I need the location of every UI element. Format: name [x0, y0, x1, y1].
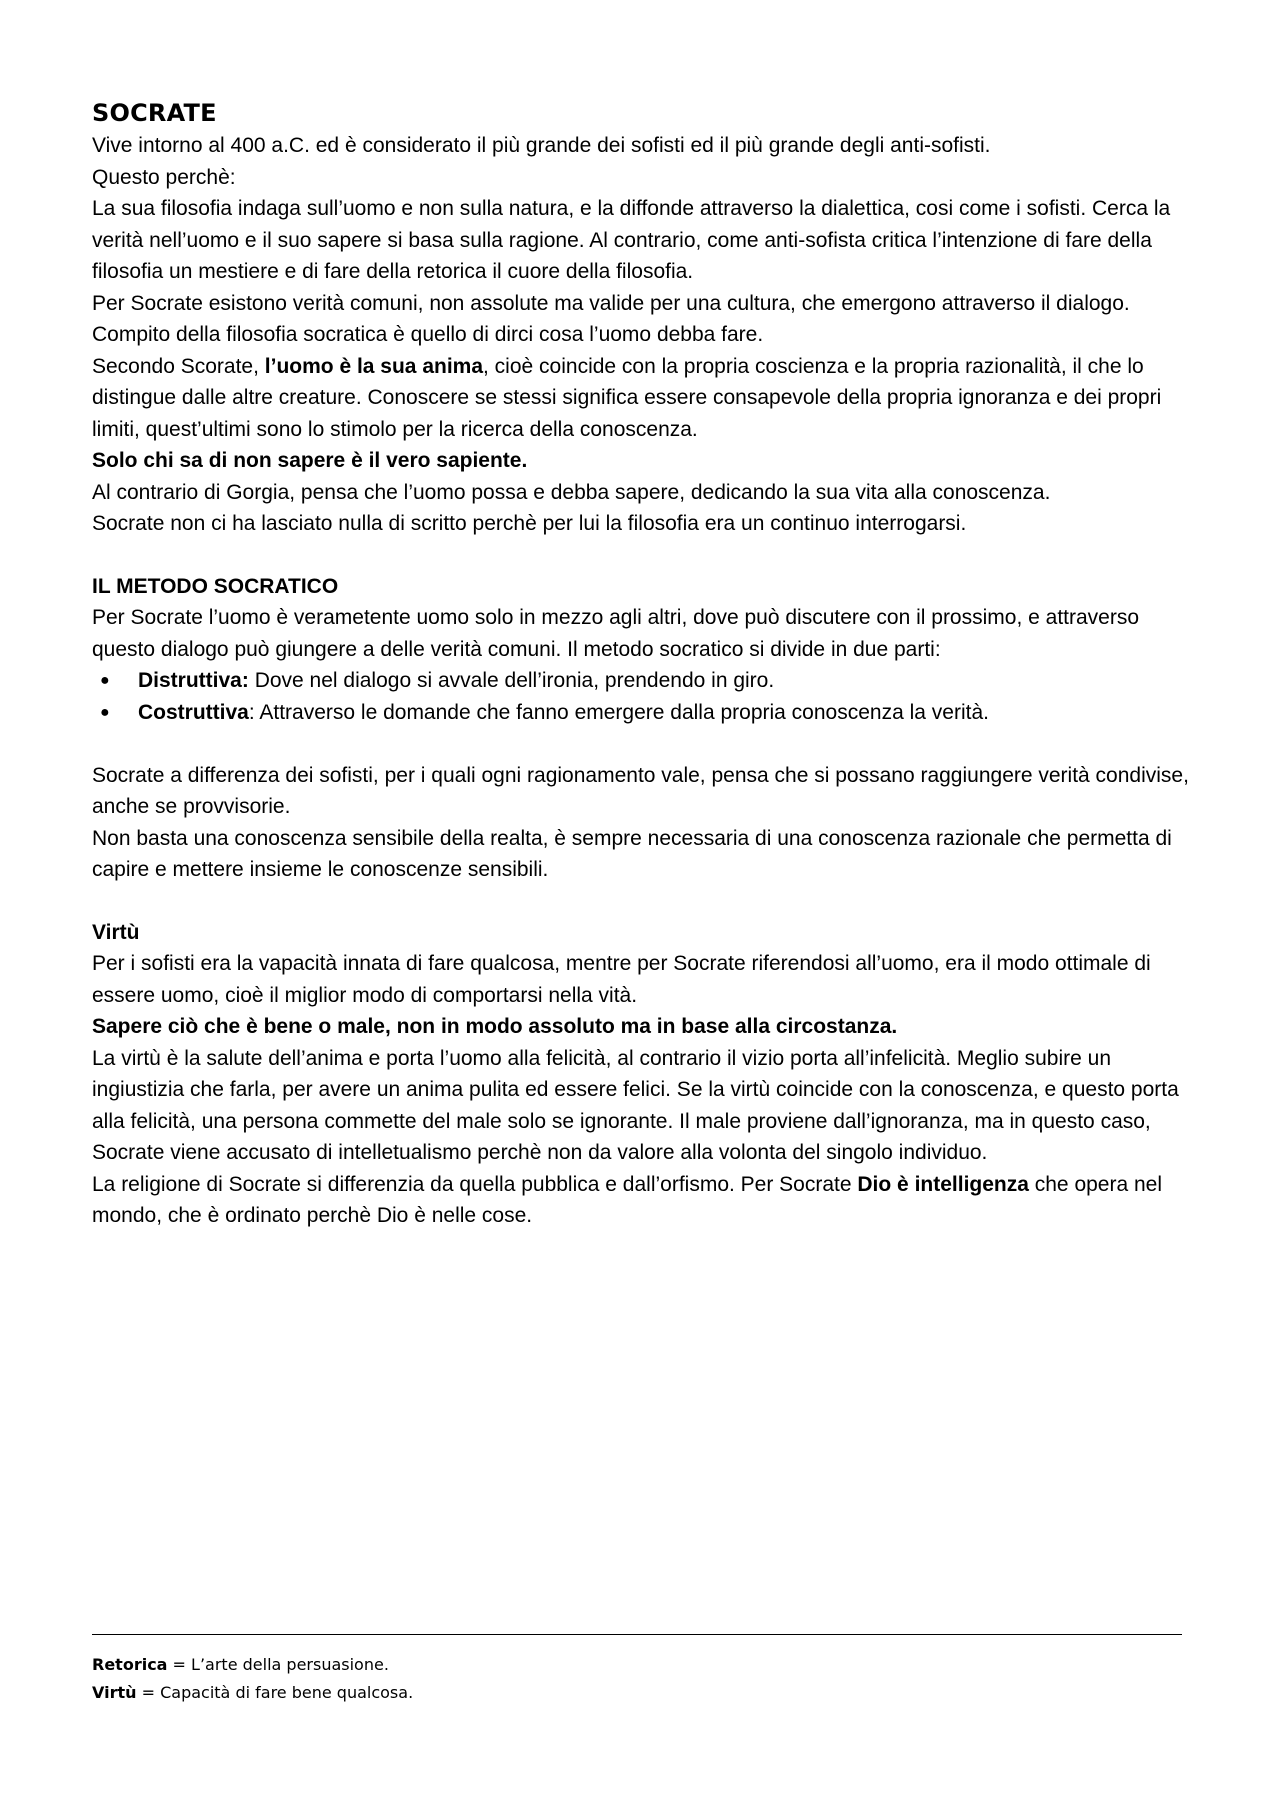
metodo-paragraph-3: Non basta una conoscenza sensibile della realta, è sempre necessaria di una conoscenza razionale che permetta di capire e mettere insieme le conoscenze sensibili. — [92, 826, 1172, 881]
list-item-label: Costruttiva — [138, 700, 249, 724]
footnotes — [92, 1634, 1182, 1707]
spacer — [92, 728, 1192, 760]
metodo-list — [92, 665, 1192, 728]
intro-paragraph-2: Per Socrate esistono verità comuni, non assolute ma valide per una cultura, che emergono attraverso il dialogo. Compito della filosofia socratica è quello di dirci cosa l’uomo debba fare. — [92, 291, 1130, 346]
bullet-icon: ● — [100, 672, 110, 689]
virtu-paragraph-4-post: che opera nel mondo, che è ordinato perchè Dio è nelle cose. — [92, 1172, 1163, 1227]
intro-paragraph-3-post: , cioè coincide con la propria coscienza e la propria razionalità, il che lo distingue dalle altre creature. Conoscere se stessi significa essere consapevole della propria ignoranza e dei propri limiti, quest’ultimi sono lo stimolo per la ricerca della conoscenza. — [92, 354, 1162, 441]
metodo-paragraph-1: Per Socrate l’uomo è verametente uomo solo in mezzo agli altri, dove può discutere con il prossimo, e attraverso questo dialogo può giungere a delle verità comuni. Il metodo socratico si divide in due parti: — [92, 606, 1140, 661]
footnote-definition: = L’arte della persuasione. — [167, 1655, 389, 1674]
list-item-text: Dove nel dialogo si avvale dell’ironia, prendendo in giro. — [248, 669, 775, 692]
intro-key-statement: Solo chi sa di non sapere è il vero sapiente. — [92, 449, 528, 472]
footnote-divider — [92, 1634, 1182, 1635]
virtu-paragraph-4 — [92, 1169, 1192, 1232]
footnote-term: Retorica — [92, 1655, 168, 1674]
document-body — [92, 96, 1192, 1232]
virtu-paragraph-1: Per i sofisti era la vapacità innata di fare qualcosa, mentre per Socrate riferendosi all’uomo, era il modo ottimale di essere uomo, cioè il miglior modo di comportarsi nella vità. — [92, 952, 1151, 1007]
intro-paragraph-6: Socrate non ci ha lasciato nulla di scritto perchè per lui la filosofia era un continuo interrogarsi. — [92, 512, 967, 535]
intro-paragraph-3-pre: Secondo Scorate, — [92, 354, 265, 378]
footnote-definition: = Capacità di fare bene qualcosa. — [136, 1683, 414, 1702]
intro-paragraph-5: Al contrario di Gorgia, pensa che l’uomo possa e debba sapere, dedicando la sua vita alla conoscenza. — [92, 480, 1051, 504]
intro-line-1: Vive intorno al 400 a.C. ed è considerato il più grande dei sofisti ed il più grande degli anti-sofisti. — [92, 134, 991, 157]
intro-paragraph-3-emphasis: l’uomo è la sua anima — [264, 354, 484, 378]
bullet-icon: ● — [100, 703, 110, 721]
footnote-virtu — [92, 1679, 1182, 1707]
list-item — [100, 665, 1192, 697]
list-item-label: Distruttiva: — [138, 669, 249, 692]
list-item — [100, 697, 1192, 729]
list-item-text: : Attraverso le domande che fanno emergere dalla propria conoscenza la verità. — [248, 700, 989, 724]
metodo-paragraph-2: Socrate a differenza dei sofisti, per i quali ogni ragionamento vale, pensa che si possano raggiungere verità condivise, anche se provvisorie. — [92, 763, 1189, 818]
page-title: SOCRATE — [92, 99, 217, 127]
metodo-heading: IL METODO SOCRATICO — [92, 574, 339, 598]
virtu-key-statement: Sapere ciò che è bene o male, non in modo assoluto ma in base alla circostanza. — [92, 1015, 898, 1038]
intro-line-2: Questo perchè: — [92, 165, 236, 189]
virtu-paragraph-3: La virtù è la salute dell’anima e porta l’uomo alla felicità, al contrario il vizio porta all’infelicità. Meglio subire un ingiustizia che farla, per avere un anima pulita ed essere felici. Se la virtù coincide con la conoscenza, e questo porta alla felicità, una persona commette del male solo se ignorante. Il male proviene dall’ignoranza, ma in questo caso, Socrate viene accusato di intelletualismo perchè non da valore alla volonta del singolo individuo. — [92, 1046, 1179, 1164]
virtu-heading: Virtù — [92, 920, 140, 944]
intro-paragraph-3 — [92, 351, 1192, 446]
footnote-term: Virtù — [92, 1683, 137, 1702]
footnote-retorica — [92, 1651, 1182, 1679]
virtu-paragraph-4-pre: La religione di Socrate si differenzia da quella pubblica e dall’orfismo. Per Socrate — [92, 1172, 858, 1196]
intro-paragraph-1: La sua filosofia indaga sull’uomo e non sulla natura, e la diffonde attraverso la dialettica, cosi come i sofisti. Cerca la verità nell’uomo e il suo sapere si basa sulla ragione. Al contrario, come anti-sofista critica l’intenzione di fare della filosofia un mestiere e di fare della retorica il cuore della filosofia. — [92, 197, 1171, 283]
virtu-paragraph-4-emphasis: Dio è intelligenza — [857, 1172, 1029, 1196]
